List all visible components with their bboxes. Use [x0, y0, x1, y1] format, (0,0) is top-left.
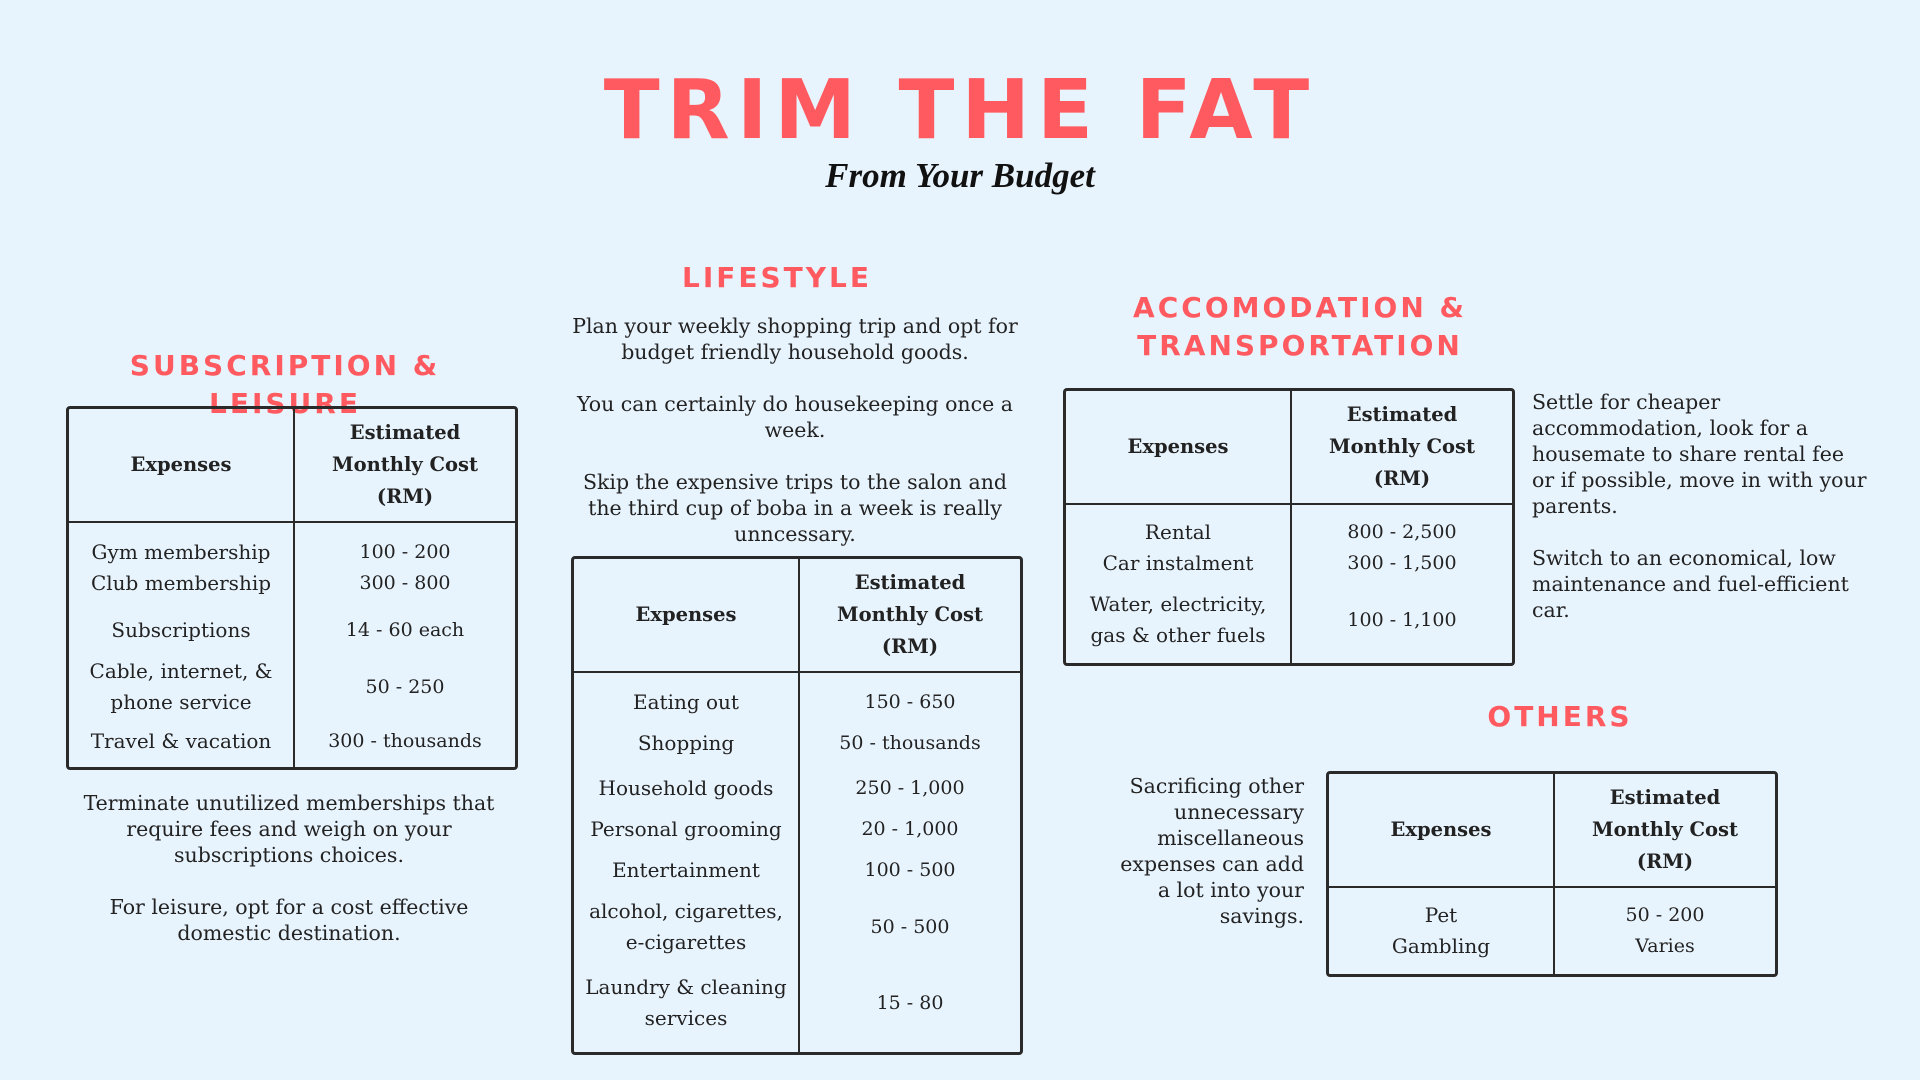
- expense-cost: 100 - 200: [359, 541, 451, 563]
- expense-name: alcohol, cigarettes, e-cigarettes: [574, 896, 800, 972]
- col-cost-header: Estimated Monthly Cost (RM): [800, 559, 1020, 673]
- expense-name: Laundry & cleaning services: [574, 972, 800, 1052]
- accommodation-paragraph: Settle for cheaper accommodation, look for a housemate to share rental fee or if possible, move in with your parents.: [1532, 390, 1867, 518]
- expense-cost: 50 - 200: [1625, 904, 1705, 926]
- expense-name: Gambling: [1329, 931, 1555, 974]
- expense-name: Pet: [1329, 888, 1555, 931]
- table-row: [574, 773, 1020, 814]
- col-expenses-header: Expenses: [574, 559, 800, 673]
- expense-name: Club membership: [69, 568, 295, 615]
- expense-cost: 50 - 500: [870, 915, 950, 938]
- lifestyle-text: [568, 313, 1022, 547]
- subscription-table: [66, 406, 518, 770]
- lifestyle-table: [571, 556, 1023, 1055]
- table-header-row: [1329, 774, 1775, 888]
- expense-name: Eating out: [574, 673, 800, 728]
- expense-cost: 14 - 60 each: [345, 619, 465, 641]
- accommodation-table: [1063, 388, 1515, 666]
- subscription-text: [66, 790, 512, 946]
- table-row: [69, 656, 515, 726]
- expense-cost: 100 - 1,100: [1347, 608, 1457, 631]
- expense-cost: 100 - 500: [864, 859, 956, 881]
- table-row: [69, 568, 515, 615]
- col-cost-header: Estimated Monthly Cost (RM): [295, 409, 515, 523]
- table-row: [574, 673, 1020, 728]
- table-row: [1066, 589, 1512, 663]
- subscription-heading: SUBSCRIPTION & LEISURE: [129, 349, 441, 420]
- col-expenses-header: Expenses: [1329, 774, 1555, 888]
- expense-name: Subscriptions: [69, 615, 295, 656]
- table-row: [1329, 931, 1775, 974]
- table-row: [69, 523, 515, 568]
- expense-cost: 15 - 80: [876, 991, 944, 1014]
- expense-cost: 800 - 2,500: [1347, 521, 1457, 543]
- lifestyle-paragraph: You can certainly do housekeeping once a week.: [576, 392, 1013, 442]
- expense-cost: 50 - thousands: [839, 732, 981, 754]
- others-text: [1110, 773, 1304, 929]
- page-title: TRIM THE FAT: [603, 63, 1317, 158]
- expense-name: Household goods: [574, 773, 800, 814]
- others-heading: OTHERS: [1487, 700, 1633, 733]
- col-expenses-header: Expenses: [1066, 391, 1292, 505]
- expense-cost: 300 - 800: [359, 572, 451, 594]
- table-row: [69, 615, 515, 656]
- table-row: [574, 896, 1020, 972]
- table-row: [1066, 505, 1512, 548]
- subscription-paragraph: For leisure, opt for a cost effective domestic destination.: [109, 895, 469, 945]
- table-row: [574, 855, 1020, 896]
- page-subtitle: From Your Budget: [825, 156, 1095, 195]
- expense-name: Rental: [1066, 505, 1292, 548]
- table-header-row: [69, 409, 515, 523]
- expense-name: Travel & vacation: [69, 726, 295, 767]
- table-row: [574, 814, 1020, 855]
- expense-cost: 300 - 1,500: [1347, 552, 1457, 574]
- expense-name: Personal grooming: [574, 814, 800, 855]
- expense-cost: Varies: [1635, 935, 1695, 957]
- accommodation-text: [1532, 389, 1872, 623]
- col-cost-header: Estimated Monthly Cost (RM): [1292, 391, 1512, 505]
- expense-cost: 150 - 650: [864, 691, 956, 713]
- expense-name: Gym membership: [69, 523, 295, 568]
- expense-name: Shopping: [574, 728, 800, 773]
- expense-name: Entertainment: [574, 855, 800, 896]
- col-expenses-header: Expenses: [69, 409, 295, 523]
- expense-name: Cable, internet, & phone service: [69, 656, 295, 726]
- table-row: [574, 972, 1020, 1052]
- expense-cost: 250 - 1,000: [855, 777, 965, 799]
- table-header-row: [1066, 391, 1512, 505]
- table-row: [574, 728, 1020, 773]
- lifestyle-paragraph: Skip the expensive trips to the salon and the third cup of boba in a week is really unncessary.: [582, 470, 1008, 546]
- col-cost-header: Estimated Monthly Cost (RM): [1555, 774, 1775, 888]
- table-row: [1329, 888, 1775, 931]
- expense-cost: 50 - 250: [365, 675, 445, 698]
- accommodation-paragraph: Switch to an economical, low maintenance and fuel-efficient car.: [1532, 546, 1849, 622]
- expense-cost: 20 - 1,000: [861, 818, 959, 840]
- lifestyle-heading: LIFESTYLE: [681, 261, 873, 294]
- table-row: [69, 726, 515, 767]
- subscription-paragraph: Terminate unutilized memberships that require fees and weigh on your subscriptions choices.: [83, 791, 495, 867]
- accommodation-heading: ACCOMODATION & TRANSPORTATION: [1133, 291, 1467, 362]
- table-header-row: [574, 559, 1020, 673]
- expense-name: Car instalment: [1066, 548, 1292, 589]
- others-paragraph: Sacrificing other unnecessary miscellaneous expenses can add a lot into your savings.: [1120, 774, 1304, 928]
- others-table: [1326, 771, 1778, 977]
- expense-cost: 300 - thousands: [328, 730, 482, 752]
- table-row: [1066, 548, 1512, 589]
- expense-name: Water, electricity, gas & other fuels: [1066, 589, 1292, 663]
- lifestyle-paragraph: Plan your weekly shopping trip and opt for budget friendly household goods.: [572, 314, 1018, 364]
